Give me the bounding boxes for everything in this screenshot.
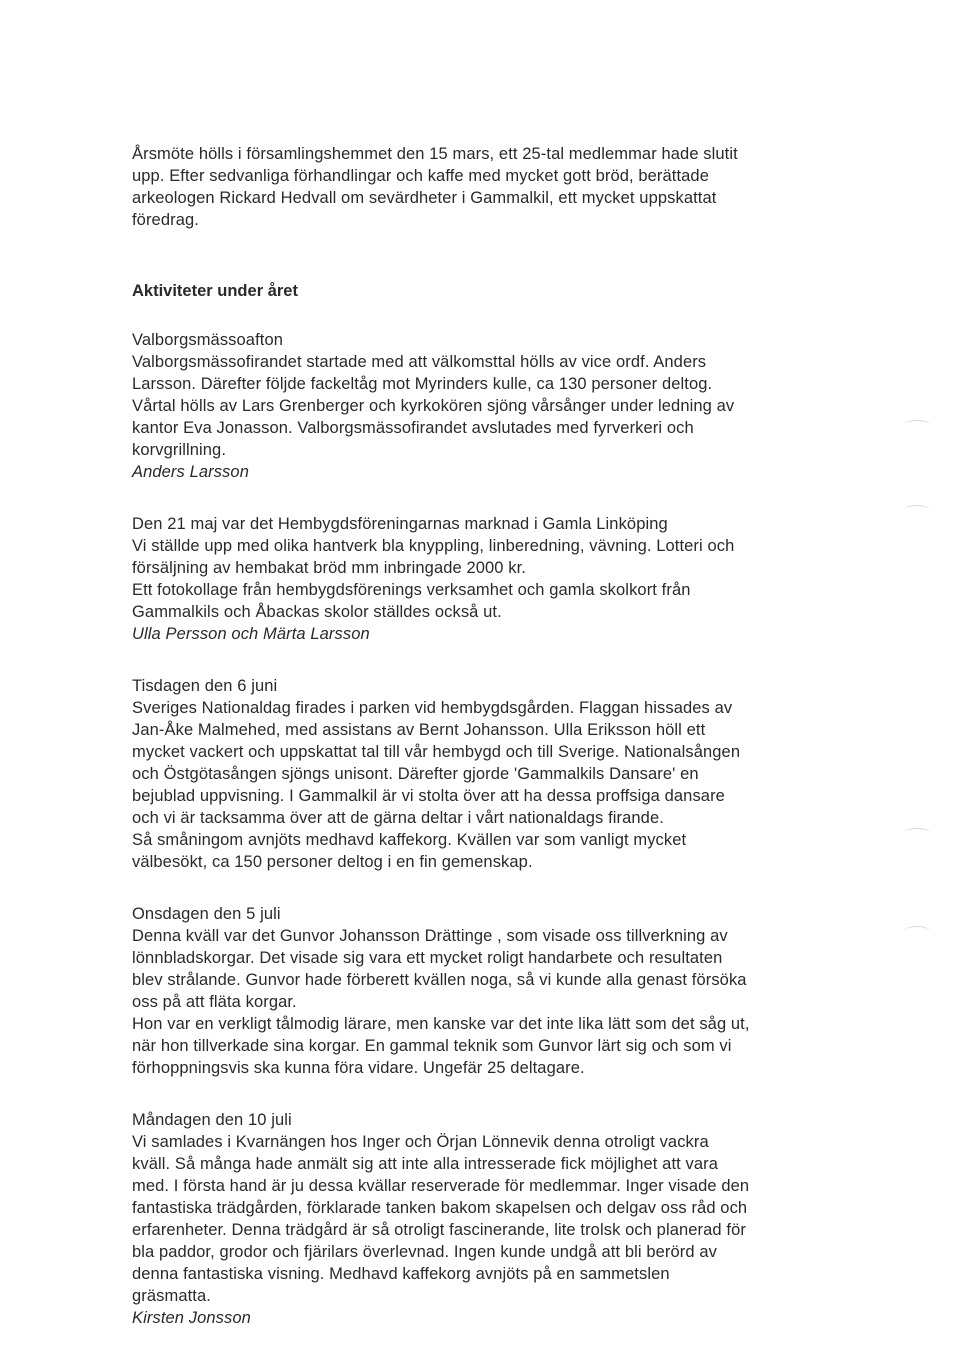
text-line: förhoppningsvis ska kunna föra vidare. Ungefär 25 deltagare. <box>132 1059 585 1077</box>
activity-section <box>132 513 832 645</box>
activity-title: Den 21 maj var det Hembygdsföreningarnas marknad i Gamla Linköping <box>132 515 668 533</box>
text-line: fantastiska trädgården, förklarade tanken bakom skapelsen och delgav oss råd och <box>132 1199 748 1217</box>
activity-title: Måndagen den 10 juli <box>132 1111 292 1129</box>
text-line: Sveriges Nationaldag firades i parken vid hembygdsgården. Flaggan hissades av <box>132 699 733 717</box>
text-line: kantor Eva Jonasson. Valborgsmässofirandet avslutades med fyrverkeri och <box>132 419 694 437</box>
text-line: Vi ställde upp med olika hantverk bla knyppling, linberedning, vävning. Lotteri och <box>132 537 735 555</box>
text-line: Gammalkils och Åbackas skolor ställdes också ut. <box>132 603 502 621</box>
activity-title: Valborgsmässoafton <box>132 331 283 349</box>
text-line: kväll. Så många hade anmält sig att inte alla intresserade fick möjlighet att vara <box>132 1155 718 1173</box>
text-line: upp. Efter sedvanliga förhandlingar och kaffe med mycket gott bröd, berättade <box>132 167 709 185</box>
text-line: Larsson. Därefter följde fackeltåg mot Myrinders kulle, ca 130 personer deltog. <box>132 375 713 393</box>
author-signature: Ulla Persson och Märta Larsson <box>132 625 370 643</box>
text-line: Hon var en verkligt tålmodig lärare, men kanske var det inte lika lätt som det såg ut, <box>132 1015 750 1033</box>
text-line: Valborgsmässofirandet startade med att välkomsttal hölls av vice ordf. Anders <box>132 353 707 371</box>
text-line: försäljning av hembakat bröd mm inbringade 2000 kr. <box>132 559 526 577</box>
text-line: med. I första hand är ju dessa kvällar reserverade för medlemmar. Inger visade den <box>132 1177 750 1195</box>
text-line: arkeologen Rickard Hedvall om sevärdheter i Gammalkil, ett mycket uppskattat <box>132 189 717 207</box>
author-signature: Anders Larsson <box>132 463 249 481</box>
text-line: föredrag. <box>132 211 199 229</box>
author-signature: Kirsten Jonsson <box>132 1309 251 1327</box>
text-line: bla paddor, grodor och fjärilars överlevnad. Ingen kunde undgå att bli berörd av <box>132 1243 717 1261</box>
scan-mark <box>904 926 930 937</box>
text-line: mycket vackert och uppskattat tal till vår hembygd och till Sverige. Nationalsången <box>132 743 741 761</box>
scan-mark <box>904 505 930 516</box>
text-line: Jan-Åke Malmehed, med assistans av Bernt Johansson. Ulla Eriksson höll ett <box>132 721 706 739</box>
text-line: och Östgötasången sjöngs unisont. Därefter gjorde 'Gammalkils Dansare' en <box>132 765 699 783</box>
text-line: denna fantastiska visning. Medhavd kaffekorg avnjöts på en sammetslen <box>132 1265 670 1283</box>
activity-section <box>132 903 832 1079</box>
activity-title: Onsdagen den 5 juli <box>132 905 281 923</box>
intro-paragraph <box>132 143 832 231</box>
text-line: när hon tillverkade sina korgar. En gammal teknik som Gunvor lärt sig och som vi <box>132 1037 732 1055</box>
text-line: erfarenheter. Denna trädgård är så otroligt fascinerande, lite trolsk och planerad för <box>132 1221 746 1239</box>
text-line: välbesökt, ca 150 personer deltog i en fin gemenskap. <box>132 853 533 871</box>
activities-list <box>132 329 832 1329</box>
scan-mark <box>904 420 930 431</box>
text-line: och vi är tacksamma över att de gärna deltar i vårt nationaldags firande. <box>132 809 664 827</box>
activity-title: Tisdagen den 6 juni <box>132 677 278 695</box>
scan-mark <box>904 828 930 839</box>
activity-section <box>132 675 832 873</box>
text-line: Årsmöte hölls i församlingshemmet den 15 mars, ett 25-tal medlemmar hade slutit <box>132 145 738 163</box>
text-line: Vårtal hölls av Lars Grenberger och kyrkokören sjöng vårsånger under ledning av <box>132 397 735 415</box>
text-line: Så småningom avnjöts medhavd kaffekorg. Kvällen var som vanligt mycket <box>132 831 687 849</box>
text-line: korvgrillning. <box>132 441 227 459</box>
text-line: lönnbladskorgar. Det visade sig vara ett mycket roligt handarbete och resultaten <box>132 949 723 967</box>
section-heading: Aktiviteter under året <box>132 282 298 300</box>
text-line: Ett fotokollage från hembygdsförenings verksamhet och gamla skolkort från <box>132 581 691 599</box>
text-line: Denna kväll var det Gunvor Johansson Drättinge , som visade oss tillverkning av <box>132 927 728 945</box>
text-line: bejublad uppvisning. I Gammalkil är vi stolta över att ha dessa proffsiga dansare <box>132 787 725 805</box>
activity-section <box>132 1109 832 1329</box>
text-line: oss på att fläta korgar. <box>132 993 297 1011</box>
text-line: gräsmatta. <box>132 1287 211 1305</box>
activity-section <box>132 329 832 483</box>
document-page <box>132 143 832 1329</box>
text-line: blev strålande. Gunvor hade förberett kvällen noga, så vi kunde alla genast försöka <box>132 971 747 989</box>
text-line: Vi samlades i Kvarnängen hos Inger och Örjan Lönnevik denna otroligt vackra <box>132 1133 709 1151</box>
